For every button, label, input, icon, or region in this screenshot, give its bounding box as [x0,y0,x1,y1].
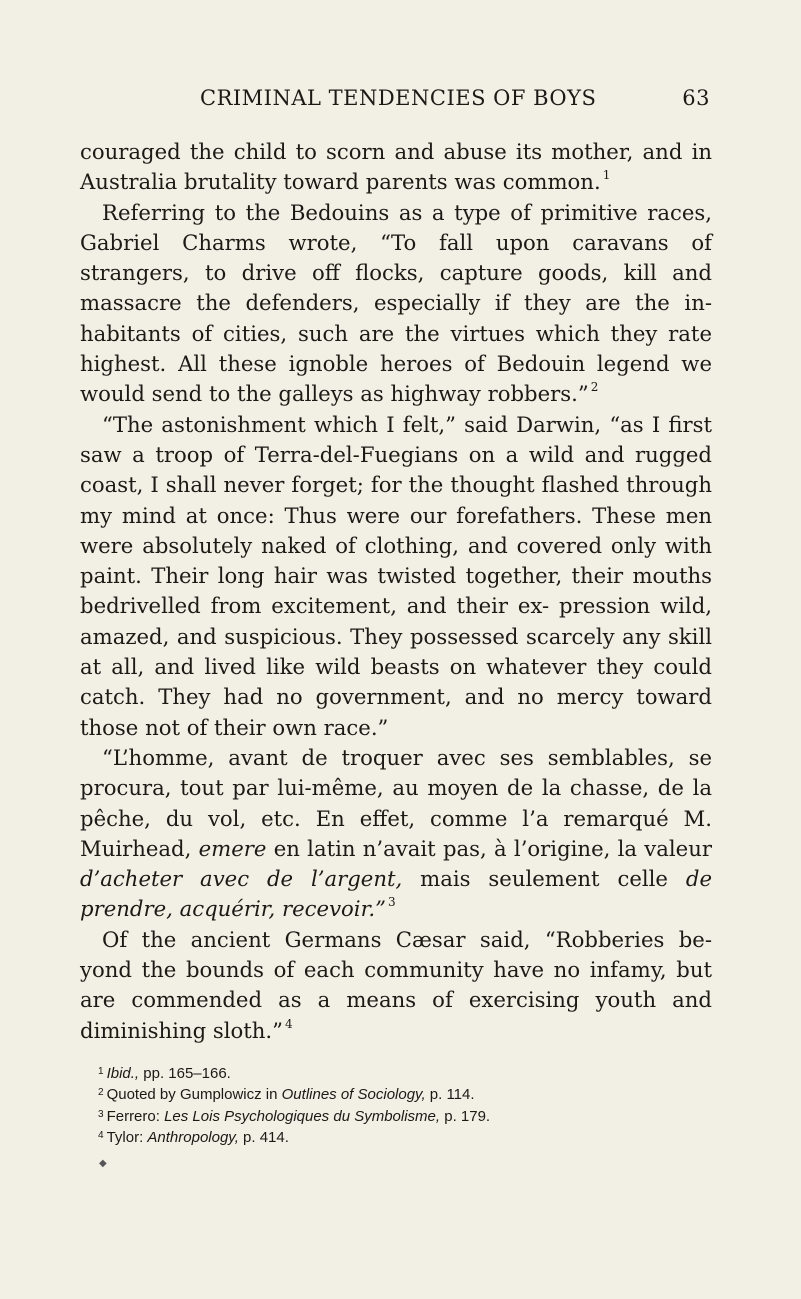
paragraph-4-text-c: mais seulement celle [420,866,668,892]
footnote-text: Quoted by Gumplowicz in [106,1086,282,1104]
footnote-2 [98,1083,718,1104]
running-head: CRIMINAL TENDENCIES OF BOYS [200,86,597,110]
paragraph-3-text: “The astonishment which I felt,” said Darwin, “as I first saw a troop of Terra-del-Fuegians on a wild and rugged coast, I shall never forget; for the thought flashed through my mind at once: Thus were our forefathers. These men were absolutely naked of clothing, and covered only with paint. Their long hair was twisted together, their mouths bedrivelled from excitement, and their ex- pression wild, amazed, and suspicious. They possessed scarcely any skill at all, and lived like wild beasts on whatever they could catch. They had no government, and no mercy toward those not of their own race.” [80,411,712,740]
footnote-ref-4: 4 [285,1016,293,1031]
paragraph-1-text: couraged the child to scorn and abuse its mother, and in Australia brutality toward parents was common. [80,139,712,195]
footnote-text: pp. 165–166. [139,1065,231,1082]
footnotes [98,1062,718,1148]
footnote-1 [98,1062,718,1083]
footnote-italic: Outlines of Sociology, [281,1086,426,1104]
paragraph-4-italic-2: d’acheter avec de l’argent, [80,866,403,892]
page-header [200,86,710,116]
footnote-text: p. 179. [440,1107,491,1125]
paragraph-4-text-b: en latin n’avait pas, à l’origine, la valeur [273,835,712,861]
body-text [80,137,712,1046]
paragraph-3 [80,410,712,743]
footnote-text: p. 114. [425,1086,475,1104]
footnote-3 [98,1105,718,1126]
paragraph-4-italic-3: de prendre, acquérir, recevoir.” [80,866,712,922]
footnote-italic: Anthropology, [147,1129,239,1147]
footnote-ref-2: 2 [590,380,599,395]
footnote-mark: 2 [98,1087,104,1099]
paragraph-5 [80,925,712,1046]
footnote-ref-1: 1 [602,168,611,183]
footnote-mark: 1 [98,1066,104,1077]
footnote-mark: 3 [98,1108,104,1120]
footnote-4 [98,1126,718,1147]
paragraph-5-text: Of the ancient Germans Cæsar said, “Robberies be- yond the bounds of each community have no infamy, but are commended as a means of exercising youth and diminishing sloth.” [80,926,712,1043]
footnote-text: p. 414. [238,1129,289,1147]
footnote-text: Tylor: [106,1129,148,1147]
paragraph-4 [80,743,712,925]
footnote-mark: 4 [98,1130,104,1142]
paragraph-2 [80,198,712,410]
print-speck-icon: ◆ [99,1158,107,1169]
page-number: 63 [682,86,710,110]
footnote-text: Ferrero: [106,1107,165,1125]
paragraph-2-text: Referring to the Bedouins as a type of primitive races, Gabriel Charms wrote, “To fall upon caravans of strangers, to drive off flocks, capture goods, kill and massacre the defenders, especially if they are the in- habitants of cities, such are the virtues which they rate highest. All these ignoble heroes of Bedouin legend we would send to the galleys as highway robbers.” [80,199,712,407]
footnote-ref-3: 3 [387,895,396,910]
paragraph-4-italic-1: emere [198,835,267,861]
paragraph-4-text-a: “L’homme, avant de troquer avec ses semblables, se procura, tout par lui-même, au moyen de la chasse, de la pêche, du vol, etc. En effet, comme l’a remarqué M. Muirhead, [80,744,712,861]
footnote-italic: Ibid., [106,1065,140,1082]
paragraph-1 [80,137,712,198]
footnote-italic: Les Lois Psychologiques du Symbolisme, [164,1107,441,1125]
